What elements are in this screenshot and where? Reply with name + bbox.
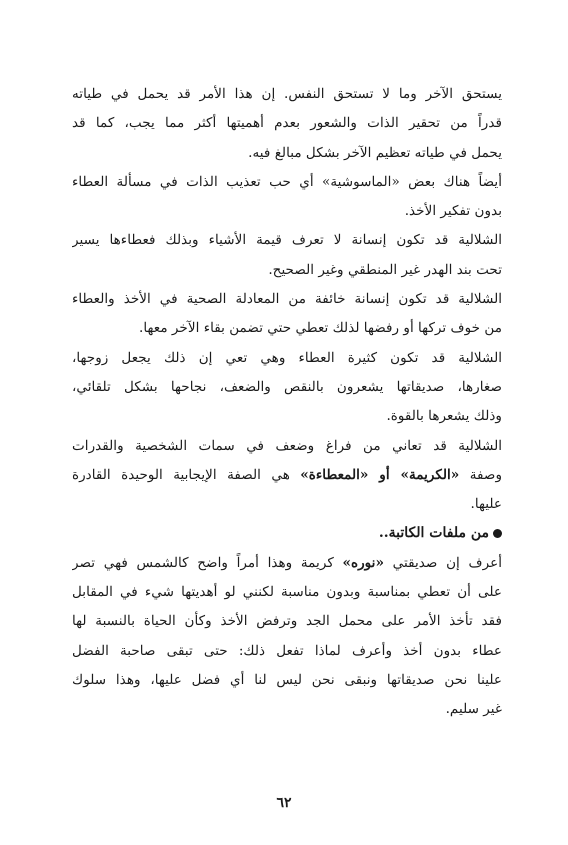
text-line: عطاء بدون أخذ وأعرف لماذا تفعل ذلك: حتى تبقى صاحبة الفضل — [72, 642, 502, 659]
text-line — [72, 549, 502, 578]
text-span: كريمة وهذا أمراً واضح كالشمس فهي تصر — [72, 554, 343, 571]
text-line: يحمل في طياته تعظيم الآخر بشكل مبالغ فيه. — [248, 144, 502, 161]
text-line: عليها. — [470, 496, 502, 513]
text-span: هي الصفة الإيجابية الوحيدة القادرة — [72, 466, 301, 483]
text-line: الشلالية قد تكون إنسانة خائفة من المعادلة الصحية في الأخذ والعطاء — [72, 291, 502, 308]
bold-phrase: «نوره» — [342, 554, 384, 571]
text-line: بدون تفكير الأخذ. — [404, 203, 502, 220]
text-line: تحت بند الهدر غير المنطقي وغير الصحيح. — [268, 261, 502, 278]
text-line: غير سليم. — [445, 701, 502, 718]
text-line: علينا نحن صديقاتها ونبقى نحن ليس لنا أي فضل عليها، وهذا سلوك — [72, 671, 502, 688]
section-heading — [72, 519, 502, 548]
text-line: يستحق الآخر وما لا تستحق النفس. إن هذا الأمر قد يحمل في طياته — [72, 86, 502, 102]
text-line: قدراً من تحقير الذات والشعور بعدم أهميتها أكثر مما يجب، كما قد — [72, 115, 502, 132]
text-line: فقد تأخذ الأمر على محمل الجد وترفض الأخذ وكأن الحياة بالنسبة لها — [72, 613, 502, 630]
page-number: ٦٢ — [276, 795, 292, 811]
text-line: الشلالية قد تكون إنسانة لا تعرف قيمة الأشياء وبذلك فعطاءها يسير — [72, 232, 502, 249]
text-line: أيضاً هناك بعض «الماسوشية» أي حب تعذيب الذات في مسألة العطاء — [72, 173, 502, 190]
text-line: الشلالية قد تعاني من فراغ وضعف في سمات الشخصية والقدرات — [72, 437, 502, 454]
section-heading-text: من ملفات الكاتبة.. — [378, 525, 489, 542]
text-span: وصفة — [459, 466, 502, 483]
text-line: الشلالية قد تكون كثيرة العطاء وهي تعي إن ذلك يجعل زوجها، — [72, 349, 502, 366]
bold-phrase: «الكريمة» أو «المعطاءة» — [300, 466, 460, 483]
text-line: وذلك يشعرها بالقوة. — [386, 408, 502, 425]
text-line — [72, 461, 502, 490]
text-line: على أن تعطي بمناسبة وبدون مناسبة لكنني لو أهديتها شيء في المقابل — [72, 584, 502, 601]
text-line: صغارها، صديقاتها يشعرون بالنقص والضعف، نجاحها بشكل تلقائي، — [72, 378, 502, 395]
text-span: أعرف إن صديقتي — [383, 554, 502, 571]
bullet-icon — [493, 529, 502, 538]
text-line: من خوف تركها أو رفضها لذلك تعطي حتي تضمن بقاء الآخر معها. — [139, 320, 502, 337]
page-body — [72, 80, 502, 725]
